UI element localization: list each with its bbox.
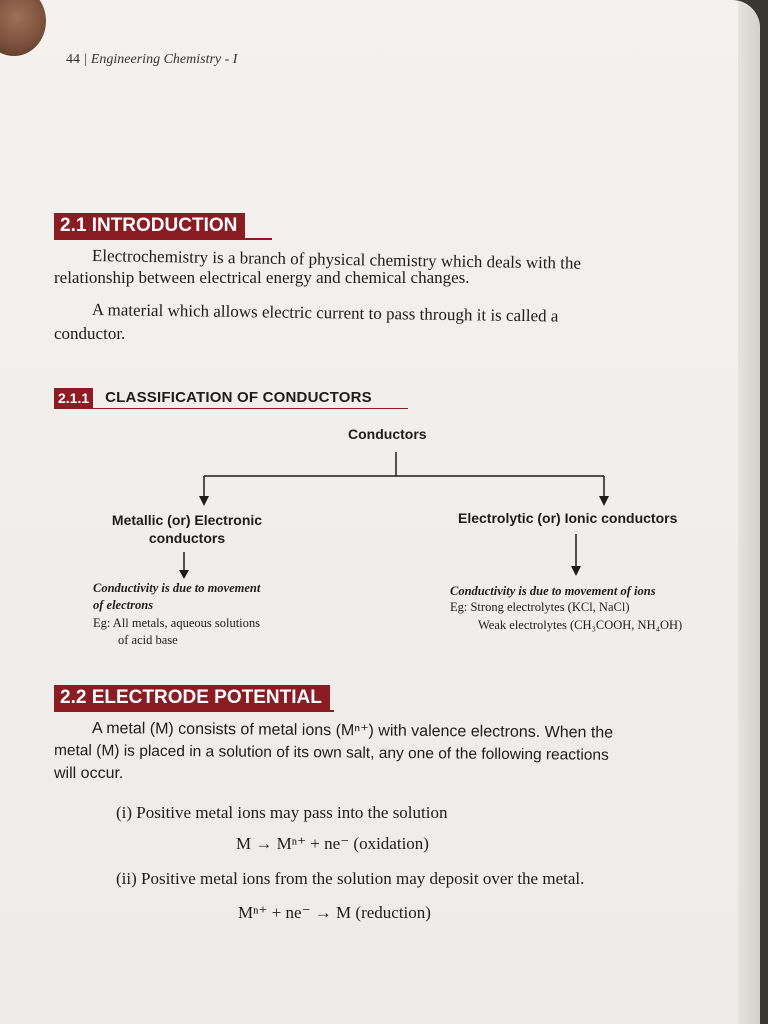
section-badge: 2.1 INTRODUCTION: [54, 213, 245, 238]
section-heading-electrode-potential: [54, 685, 334, 712]
metallic-label-line2: conductors: [148, 530, 226, 546]
electrode-para-line1: A metal (M) consists of metal ions (Mⁿ⁺) with valence electrons. When the: [91, 720, 614, 742]
oxidation-equation: M → Mⁿ⁺ + ne⁻ (oxidation): [236, 834, 429, 853]
intro-para2-line2: conductor.: [54, 324, 126, 343]
intro-para1-line1: Electrochemistry is a branch of physical chemistry which deals with the: [91, 246, 582, 273]
right-note-arrow-head: [571, 566, 581, 576]
subsection-title: CLASSIFICATION OF CONDUCTORS: [105, 389, 372, 406]
subsection-number: 2.1.1: [54, 388, 93, 408]
electrolytic-conductors-label: Electrolytic (or) Ionic conductors: [458, 510, 678, 526]
section-badge-2: 2.2 ELECTRODE POTENTIAL: [54, 685, 330, 710]
metallic-note-line1: Conductivity is due to movement: [93, 581, 261, 595]
left-note-arrow-head: [179, 570, 189, 579]
intro-para1-line2: relationship between electrical energy and chemical changes.: [54, 268, 470, 287]
metallic-example-line1: Eg: All metals, aqueous solutions: [93, 616, 261, 630]
running-head-separator: |: [83, 52, 91, 67]
right-arrow-head: [599, 496, 609, 506]
metallic-label-line1: Metallic (or) Electronic: [111, 512, 263, 528]
electrode-para-line2: metal (M) is placed in a solution of its own salt, any one of the following reactions: [53, 742, 609, 764]
electrolytic-note: Conductivity is due to movement of ions: [450, 584, 656, 598]
diagram-root-label: Conductors: [348, 426, 427, 442]
reaction-item-2: (ii) Positive metal ions from the solution may deposit over the metal.: [116, 869, 585, 888]
electrolytic-example-line1: Eg: Strong electrolytes (KCl, NaCl): [450, 600, 630, 614]
left-arrow-head: [199, 496, 209, 506]
running-head-title: Engineering Chemistry - I: [90, 52, 238, 67]
reaction-item-1: (i) Positive metal ions may pass into the solution: [116, 803, 448, 822]
intro-para2-line1: A material which allows electric current to pass through it is called a: [91, 300, 559, 326]
metallic-conductors-label: [100, 512, 274, 546]
electrode-para-line3: will occur.: [54, 765, 124, 782]
metallic-note-line2: of electrons: [93, 598, 154, 612]
page-number: 44: [66, 52, 80, 67]
metallic-example-line2: of acid base: [118, 633, 178, 647]
electrolytic-example-line2: Weak electrolytes (CH₃COOH, NH₄OH): [478, 618, 683, 632]
reduction-equation: Mⁿ⁺ + ne⁻ → M (reduction): [238, 903, 431, 922]
